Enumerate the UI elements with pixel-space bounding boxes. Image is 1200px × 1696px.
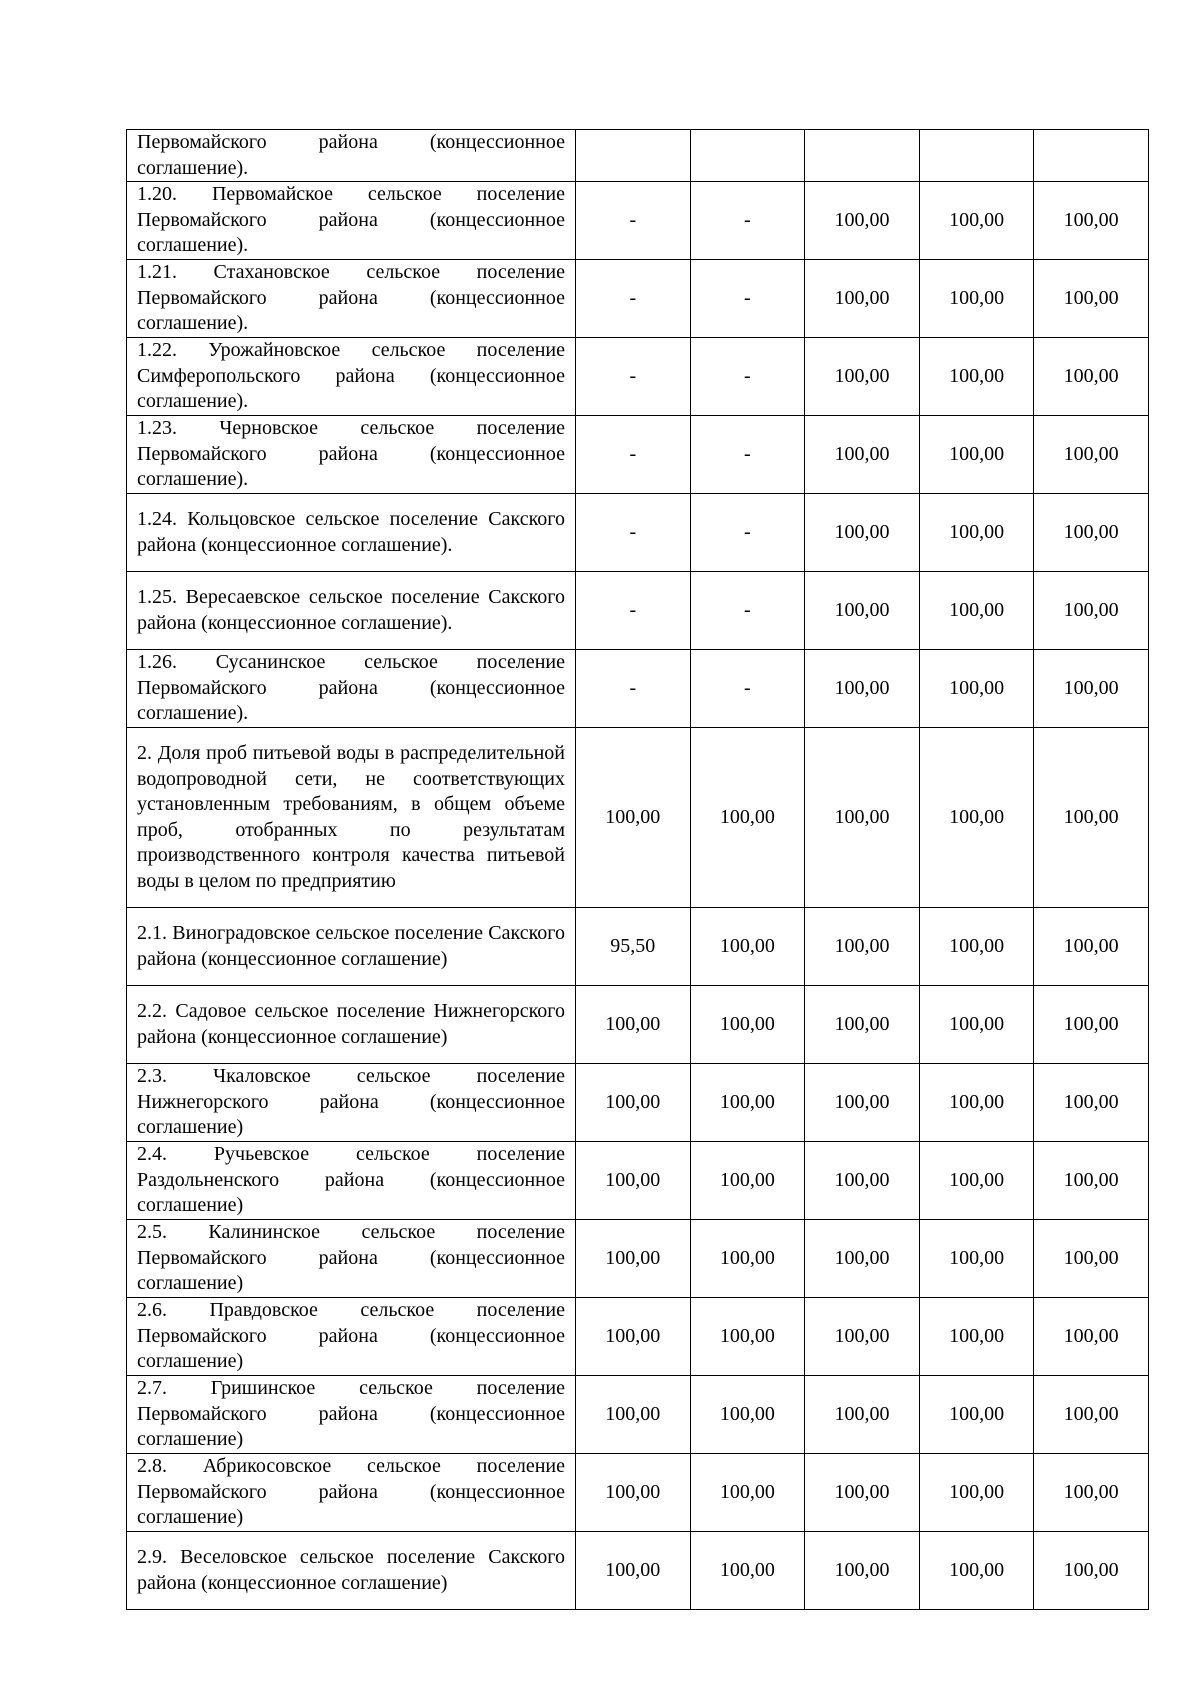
row-value-col2: - xyxy=(690,260,805,338)
row-value-col3: 100,00 xyxy=(805,260,920,338)
table-row xyxy=(127,416,1149,494)
table-row xyxy=(127,1454,1149,1532)
table-row xyxy=(127,650,1149,728)
row-value-col2: - xyxy=(690,572,805,650)
row-value-col4: 100,00 xyxy=(919,1454,1034,1532)
row-value-col3: 100,00 xyxy=(805,986,920,1064)
row-value-col5: 100,00 xyxy=(1034,416,1149,494)
row-value-col3: 100,00 xyxy=(805,1064,920,1142)
row-value-col2: 100,00 xyxy=(690,908,805,986)
row-value-col3: 100,00 xyxy=(805,416,920,494)
row-indicator-name: 1.26. Сусанинское сельское поселение Первомайского района (концессионное соглашение). xyxy=(127,650,576,728)
row-value-col5: 100,00 xyxy=(1034,182,1149,260)
table-row xyxy=(127,1064,1149,1142)
row-value-col3: 100,00 xyxy=(805,182,920,260)
row-indicator-name: 2.5. Калининское сельское поселение Первомайского района (концессионное соглашение) xyxy=(127,1220,576,1298)
table-row xyxy=(127,1376,1149,1454)
row-value-col4: 100,00 xyxy=(919,494,1034,572)
row-indicator-name: 1.20. Первомайское сельское поселение Первомайского района (концессионное соглашение). xyxy=(127,182,576,260)
row-value-col4: 100,00 xyxy=(919,572,1034,650)
indicators-table xyxy=(126,129,1149,1610)
row-indicator-name: 1.22. Урожайновское сельское поселение Симферопольского района (концессионное соглашение). xyxy=(127,338,576,416)
row-value-col3: 100,00 xyxy=(805,728,920,908)
table-row xyxy=(127,1532,1149,1610)
table-row xyxy=(127,1220,1149,1298)
table-row xyxy=(127,728,1149,908)
row-indicator-name: 2.6. Правдовское сельское поселение Первомайского района (концессионное соглашение) xyxy=(127,1298,576,1376)
row-value-col5: 100,00 xyxy=(1034,1142,1149,1220)
row-value-col2: 100,00 xyxy=(690,1532,805,1610)
row-value-col4: 100,00 xyxy=(919,182,1034,260)
row-indicator-name: 2. Доля проб питьевой воды в распределительной водопроводной сети, не соответствующих установленным требованиям, в общем объеме проб, отобранных по результатам производственного контроля качества питьевой воды в целом по предприятию xyxy=(127,728,576,908)
table-row xyxy=(127,1298,1149,1376)
row-indicator-name: 2.7. Гришинское сельское поселение Первомайского района (концессионное соглашение) xyxy=(127,1376,576,1454)
table-row xyxy=(127,338,1149,416)
table-row xyxy=(127,572,1149,650)
row-value-col5 xyxy=(1034,130,1149,182)
row-value-col1: 100,00 xyxy=(576,1220,691,1298)
row-value-col1: - xyxy=(576,182,691,260)
row-indicator-name: 1.24. Кольцовское сельское поселение Сакского района (концессионное соглашение). xyxy=(127,494,576,572)
table-row xyxy=(127,494,1149,572)
row-value-col3: 100,00 xyxy=(805,1220,920,1298)
row-value-col5: 100,00 xyxy=(1034,908,1149,986)
row-value-col4: 100,00 xyxy=(919,1376,1034,1454)
row-value-col1: 100,00 xyxy=(576,1454,691,1532)
table-row xyxy=(127,986,1149,1064)
row-value-col2: - xyxy=(690,338,805,416)
row-indicator-name: Первомайского района (концессионное соглашение). xyxy=(127,130,576,182)
row-value-col1: 100,00 xyxy=(576,1064,691,1142)
row-value-col4: 100,00 xyxy=(919,1298,1034,1376)
row-value-col3: 100,00 xyxy=(805,908,920,986)
row-value-col2: - xyxy=(690,494,805,572)
row-value-col5: 100,00 xyxy=(1034,1298,1149,1376)
row-value-col5: 100,00 xyxy=(1034,1454,1149,1532)
row-value-col2: - xyxy=(690,182,805,260)
row-value-col4: 100,00 xyxy=(919,908,1034,986)
table-row xyxy=(127,1142,1149,1220)
row-value-col2: - xyxy=(690,650,805,728)
row-value-col1: 100,00 xyxy=(576,986,691,1064)
row-value-col2: 100,00 xyxy=(690,1454,805,1532)
row-value-col3: 100,00 xyxy=(805,650,920,728)
row-value-col5: 100,00 xyxy=(1034,1064,1149,1142)
row-value-col3: 100,00 xyxy=(805,1376,920,1454)
row-indicator-name: 2.8. Абрикосовское сельское поселение Первомайского района (концессионное соглашение) xyxy=(127,1454,576,1532)
row-value-col5: 100,00 xyxy=(1034,494,1149,572)
row-indicator-name: 1.25. Вересаевское сельское поселение Сакского района (концессионное соглашение). xyxy=(127,572,576,650)
row-indicator-name: 2.1. Виноградовское сельское поселение Сакского района (концессионное соглашение) xyxy=(127,908,576,986)
row-value-col1: 100,00 xyxy=(576,1142,691,1220)
row-value-col2: - xyxy=(690,416,805,494)
row-value-col4: 100,00 xyxy=(919,416,1034,494)
row-value-col3 xyxy=(805,130,920,182)
row-value-col5: 100,00 xyxy=(1034,572,1149,650)
row-value-col1: - xyxy=(576,494,691,572)
row-value-col1: - xyxy=(576,338,691,416)
row-value-col3: 100,00 xyxy=(805,1142,920,1220)
row-indicator-name: 2.2. Садовое сельское поселение Нижнегорского района (концессионное соглашение) xyxy=(127,986,576,1064)
row-value-col4: 100,00 xyxy=(919,986,1034,1064)
row-indicator-name: 1.21. Стахановское сельское поселение Первомайского района (концессионное соглашение). xyxy=(127,260,576,338)
row-value-col1: 95,50 xyxy=(576,908,691,986)
row-value-col4 xyxy=(919,130,1034,182)
row-value-col4: 100,00 xyxy=(919,1220,1034,1298)
table-row xyxy=(127,260,1149,338)
row-value-col5: 100,00 xyxy=(1034,650,1149,728)
row-value-col4: 100,00 xyxy=(919,1064,1034,1142)
row-value-col4: 100,00 xyxy=(919,728,1034,908)
row-value-col3: 100,00 xyxy=(805,338,920,416)
indicators-table-body xyxy=(127,130,1149,1610)
row-value-col2: 100,00 xyxy=(690,1298,805,1376)
row-value-col4: 100,00 xyxy=(919,1142,1034,1220)
row-value-col2: 100,00 xyxy=(690,986,805,1064)
row-value-col1: 100,00 xyxy=(576,1532,691,1610)
row-value-col1: - xyxy=(576,416,691,494)
row-value-col1 xyxy=(576,130,691,182)
row-value-col3: 100,00 xyxy=(805,572,920,650)
row-value-col4: 100,00 xyxy=(919,260,1034,338)
row-value-col2: 100,00 xyxy=(690,728,805,908)
row-value-col2: 100,00 xyxy=(690,1220,805,1298)
row-value-col5: 100,00 xyxy=(1034,1376,1149,1454)
row-value-col2: 100,00 xyxy=(690,1064,805,1142)
row-indicator-name: 2.9. Веселовское сельское поселение Сакского района (концессионное соглашение) xyxy=(127,1532,576,1610)
row-value-col5: 100,00 xyxy=(1034,1532,1149,1610)
row-value-col3: 100,00 xyxy=(805,1298,920,1376)
row-value-col1: - xyxy=(576,260,691,338)
row-value-col5: 100,00 xyxy=(1034,260,1149,338)
row-value-col3: 100,00 xyxy=(805,1454,920,1532)
row-value-col1: - xyxy=(576,650,691,728)
row-value-col2: 100,00 xyxy=(690,1142,805,1220)
row-value-col5: 100,00 xyxy=(1034,728,1149,908)
row-indicator-name: 1.23. Черновское сельское поселение Первомайского района (концессионное соглашение). xyxy=(127,416,576,494)
row-value-col1: 100,00 xyxy=(576,728,691,908)
row-indicator-name: 2.4. Ручьевское сельское поселение Раздольненского района (концессионное соглашение) xyxy=(127,1142,576,1220)
row-value-col5: 100,00 xyxy=(1034,1220,1149,1298)
table-row xyxy=(127,130,1149,182)
row-value-col2: 100,00 xyxy=(690,1376,805,1454)
row-value-col1: 100,00 xyxy=(576,1298,691,1376)
row-indicator-name: 2.3. Чкаловское сельское поселение Нижнегорского района (концессионное соглашение) xyxy=(127,1064,576,1142)
row-value-col4: 100,00 xyxy=(919,1532,1034,1610)
row-value-col1: - xyxy=(576,572,691,650)
row-value-col2 xyxy=(690,130,805,182)
row-value-col4: 100,00 xyxy=(919,650,1034,728)
row-value-col1: 100,00 xyxy=(576,1376,691,1454)
row-value-col5: 100,00 xyxy=(1034,338,1149,416)
row-value-col4: 100,00 xyxy=(919,338,1034,416)
row-value-col3: 100,00 xyxy=(805,494,920,572)
table-row xyxy=(127,908,1149,986)
row-value-col5: 100,00 xyxy=(1034,986,1149,1064)
table-row xyxy=(127,182,1149,260)
row-value-col3: 100,00 xyxy=(805,1532,920,1610)
